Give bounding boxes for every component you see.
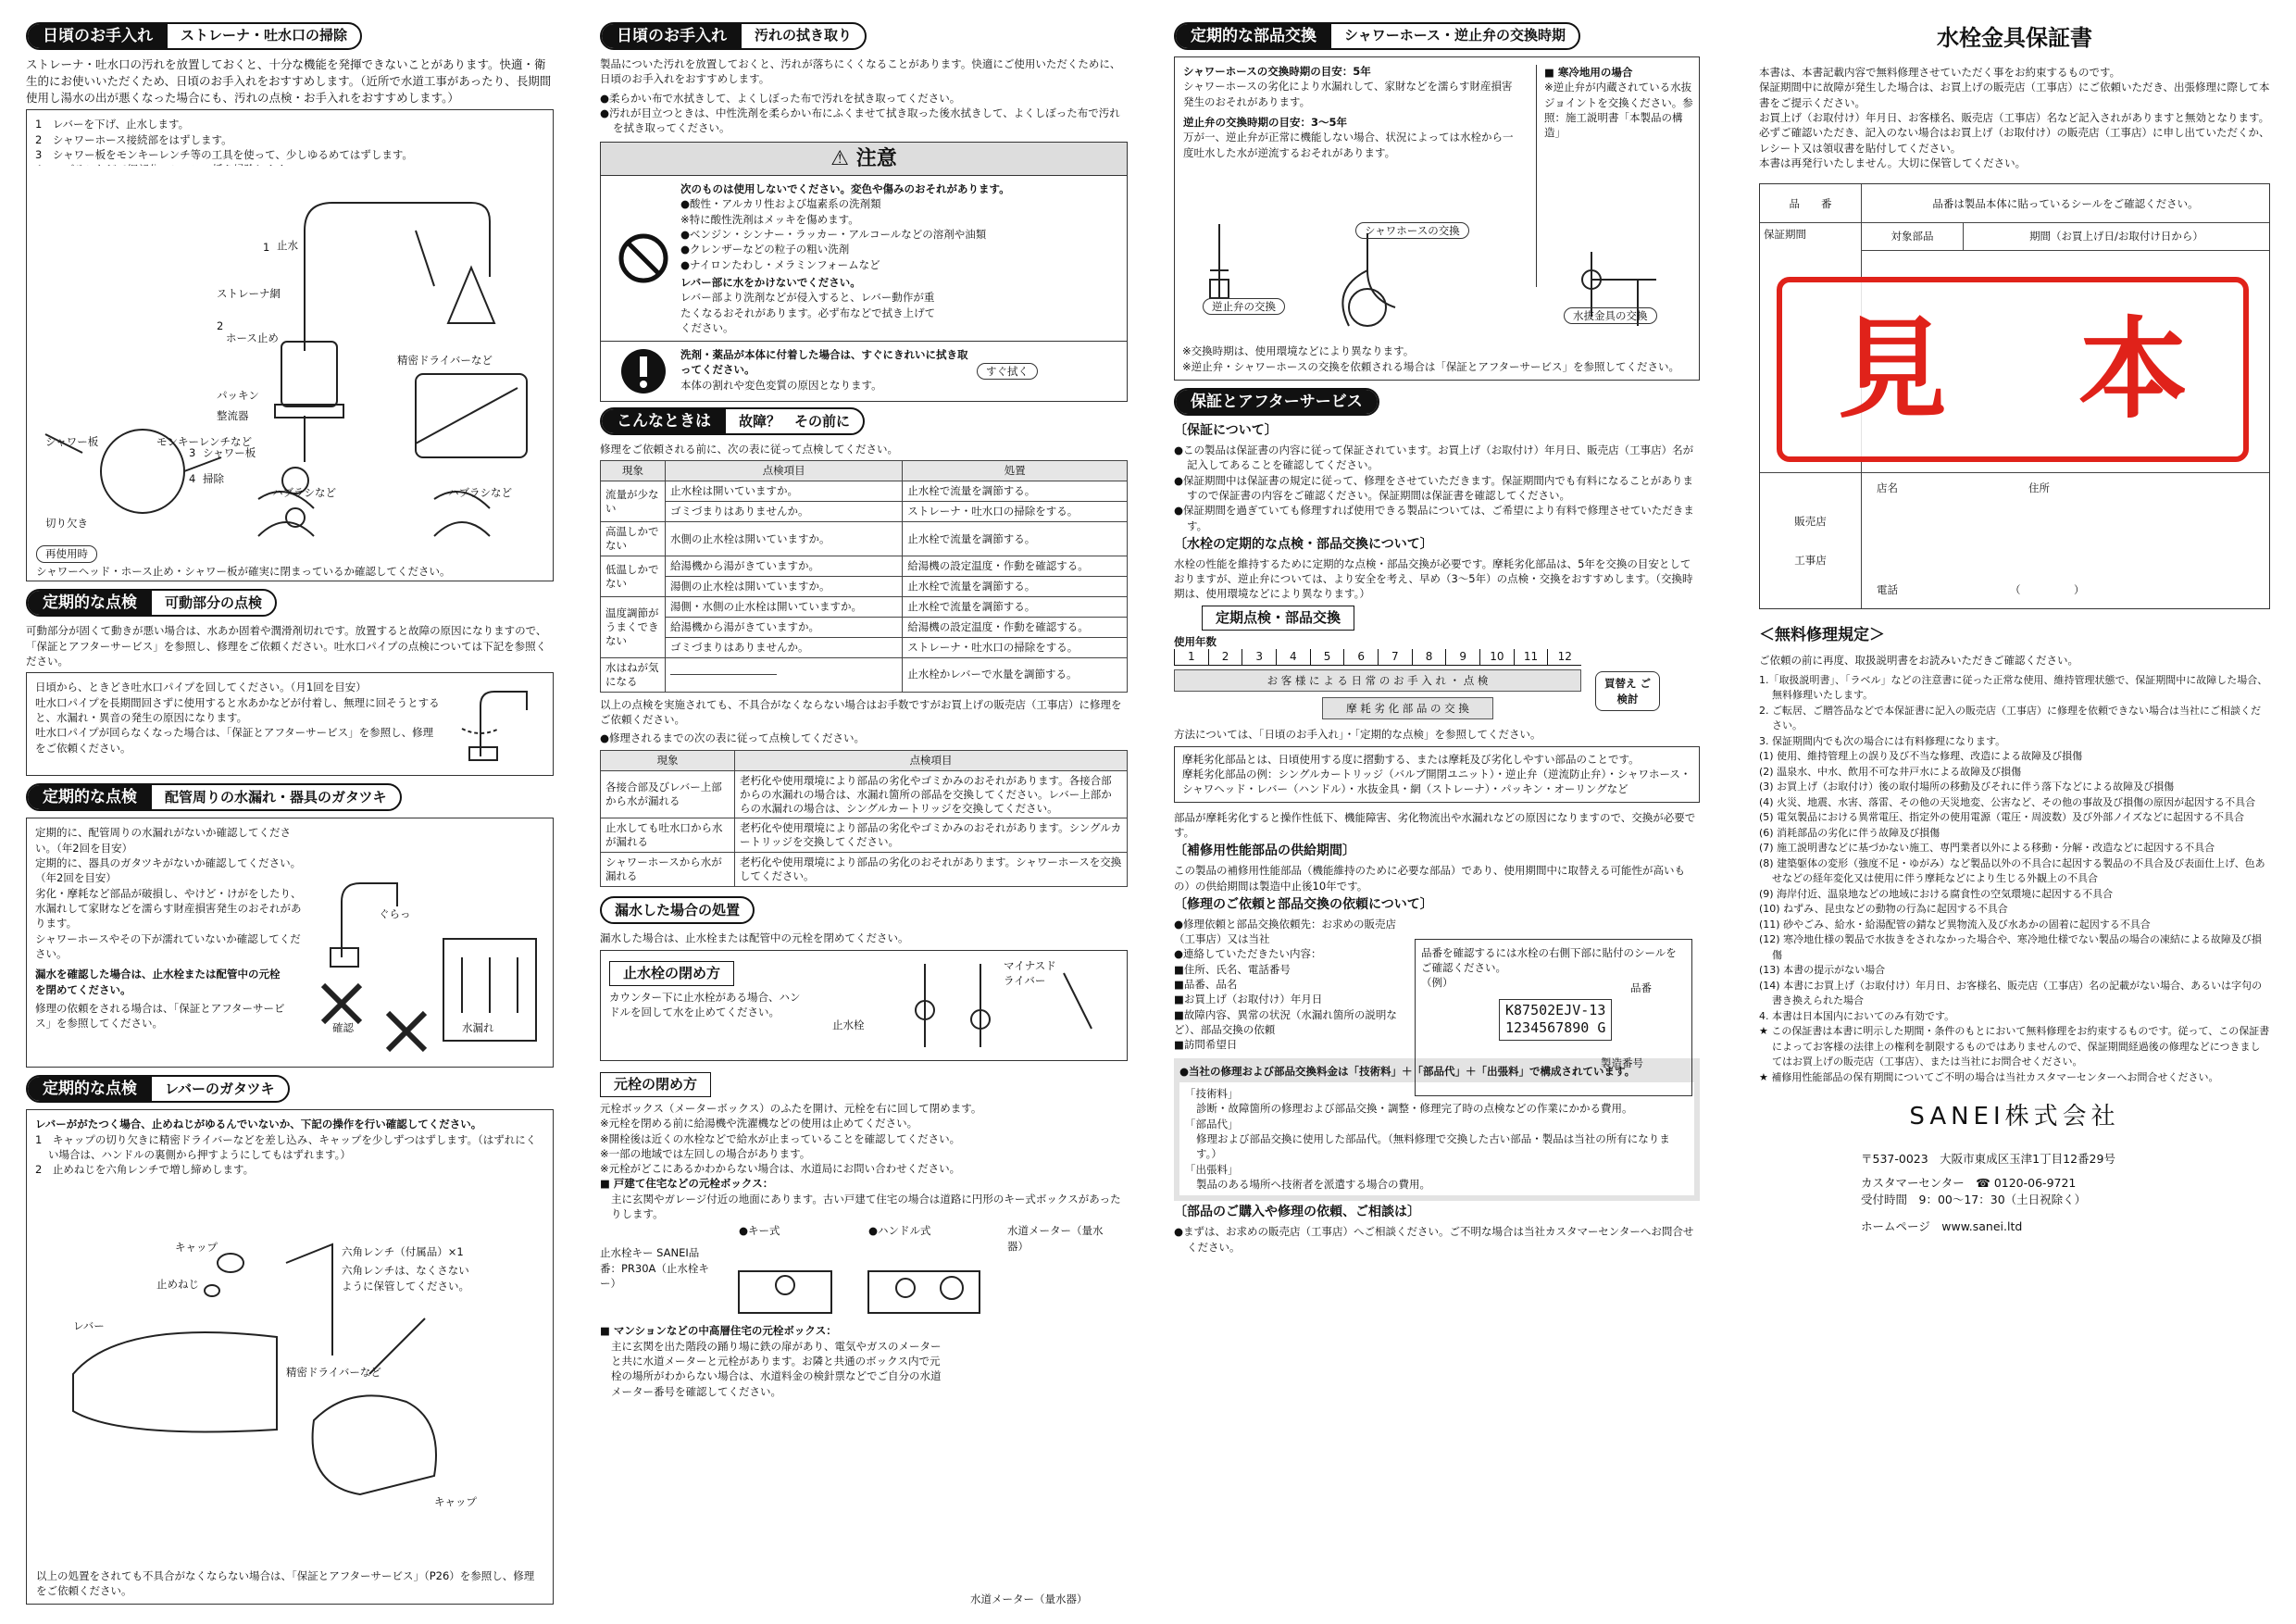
note-item: ※逆止弁・シャワーホースの交換を依頼される場合は「保証とアフターサービス」を参照してください。 (1182, 359, 1680, 373)
table-cell: 湯側の止水栓は開いていますか。 (666, 577, 903, 597)
piping-line: シャワーホースやその下が濡れていないか確認してください。 (35, 931, 301, 960)
lever-illustration: キャップ 止めねじ レバー 六角レンチ（付属品）×1 六角レンチは、なくさないように保管してください。 精密ドライバーなど キャップ (36, 1226, 541, 1531)
fee-text: 修理および部品交換に使用した部品代。（無料修理で交換した古い部品・製品は当社の所有になります。） (1196, 1132, 1670, 1161)
column-2: 日頃のお手入れ 汚れの拭き取り 製品についた汚れを放置しておくと、汚れが落ちにくくなることがあります。快適にご使用いただくために、日頃のお手入れをおすすめします。 ●柔らかい布で水拭きして、よくしぼった布で汚れを拭き取ってください。 ●汚れが目立つときは、中性洗剤を柔らかい布にふくませて拭き取った後水拭きして、よくしぼった布で汚れを拭き取ってください。 ⚠ 注意 次のものは使用しないでください。変色や傷みのおそれがあります。 ●酸性・アルカリ性および塩素系の洗剤類 ※特に酸性洗剤はメッキを傷めます。 ●ベンジン・シンナー・ラッカー・アルコールなどの溶剤や油類 ●クレンザーなどの粒子の粗い洗剤 ●ナイロンたわし・メラミンフォームなど レバー部に水をかけないでください。 レバー部より洗剤などが侵入すると、レバー動作が重たくなるおそれがあります。必ず布などで拭き上げてください。 洗剤・薬品が本体に付着した場合は、すぐにきれいに拭き取ってください。 本体の割れや変色変質の原因となります。 すぐ拭く こんなときは 故障？ その前に 修理をご依頼される前に、次の表に従って点検してください。 現象 点検項目 処置 流量が少ない 止水栓は開いていますか。 止水栓で流量を調節する。 ゴミづまりはありませんか。 ストレーナ・吐水口の掃除をする。 高温しかでない 水側の止水栓は開いていますか。 止水栓で流量を調節する。 低温しかでない 給湯機から湯がきていますか。 給湯機の設定温度・作動を確認する。 湯側の止水栓は開いていますか。 止水栓で流量を調節する。 温度調節がうまくできない 湯側・水側の止水栓は開いていますか。 止水栓で流量を調節する。 給湯機から湯がきていますか。 給湯機の設定温度・作動を確認する。 ゴミづまりはありませんか。 ストレーナ・吐水口の掃除をする。 水はねが気になる ―――――――――― 止水栓かレバーで水量を調節する。 以上の点検を実施されても、不具合がなくならない場合はお手数ですがお買上げの販売店（工事店）に修理をご依頼ください。 ●修理されるまでの次の表に従って点検してください。 現象 点検項目 各接合部及びレバー上部から水が漏れる 老朽化や使用環境により部品の劣化やゴミかみのおそれがあります。各接合部からの水漏れの場合は、水漏れ箇所の部品を交換してください。レバー上部からの水漏れの場合は、シングルカートリッジを交換してください。 止水しても吐水口から水が漏れる 老朽化や使用環境により部品の劣化やゴミかみのおそれがあります。シングルカートリッジを交換してください。 シャワーホースから水が漏れる 老朽化や使用環境により部品の劣化のおそれがあります。シャワーホースを交換してください。 漏水した場合の処置 漏水した場合は、止水栓または配管中の元栓を閉めてください。 止水栓の閉め方 カウンター下に止水栓がある場合、ハンドルを回して水を止めてください。 止水栓 マイナスドライバー 元栓の閉め方 元栓ボックス（メーターボックス）のふたを開け、元栓を右に回して閉めます。 ※元栓を閉める前に給湯機や洗濯機などの使用は止めてください。 ※開栓後は近くの水栓などで給水が止まっていることを確認してください。 ※一部の地域では左回しの場合があります。 ※元栓がどこにあるかわからない場合は、水道局にお問い合わせください。 ■ 戸建て住宅などの元栓ボックス： 主に玄関やガレージ付近の地面にあります。古い戸建て住宅の場合は道路に円形のキー式ボックスがあったりします。 止水栓キー SANEI品番：PR30A（止水栓キー） ●キー式 ●ハンドル式 水道メーター（量水器） ■ マンションなどの中高層住宅の元栓ボックス： 主に玄関を出た階段の踊り場に鉄の扉があり、電気やガスのメーターと共に水道メーターと元栓があります。お隣と共通のボックス内で元栓の場所がわからない場合は、水道料金の検針票などでご自分の水道メーター番号を確認してください。 水道メーター（量水器） (600, 22, 1128, 1615)
table-row (601, 853, 1128, 887)
company-contact: 〒537-0023 大阪市東成区玉津1丁目12番29号 カスタマーセンター ☎ 0120-06-9721 受付時間 9：00～17：30（土日祝除く） ホームページ www.sanei.ltd (1759, 1151, 2270, 1235)
contact-item: ●まずは、お求めの販売店（工事店）へご相談ください。ご不明な場合は当社カスタマーセンターへお問合せください。 (1174, 1225, 1694, 1254)
table-cell: 水側の止水栓は開いていますか。 (666, 522, 903, 556)
table-cell: ストレーナ・吐水口の掃除をする。 (903, 637, 1128, 657)
reuse-note: 再使用時 シャワーヘッド・ホース止め・シャワー板が確実に閉まっているか確認してください。 (36, 547, 451, 578)
rule-item: (4) 火災、地震、水害、落雷、その他の天災地変、公害など、その他の事故及び損傷の原因が起因する不具合 (1759, 795, 2256, 808)
rule-item: (3) お買上げ（お取付け）後の取付場所の移動及びそれに伴う落下などによる故障及び損傷 (1759, 781, 2175, 793)
table-header: 処置 (903, 461, 1128, 481)
request-item: ■品番、品名 (1174, 978, 1238, 992)
table-row (601, 502, 1128, 522)
table-row (601, 818, 1128, 853)
piping-box: 定期的に、配管周りの水漏れがないか確認してください。（年2回を目安） 定期的に、器具のガタツキがないか確認してください。（年2回を目安） 劣化・摩耗など部品が破損し、やけど・けがをしたり、水漏れして家財などを濡らす財産損害発生のおそれがあります。 シャワーホースやその下が濡れていないか確認してください。 漏水を確認した場合は、止水栓または配管中の元栓を閉めてください。 修理の依頼をされる場合は、「保証とアフターサービス」を参照してください。 ぐらっ 確認 水漏れ (26, 818, 554, 1068)
strainer-steps-box (26, 109, 554, 581)
lever-step: 1 キャップの切り欠きに精密ドライバーなどを差し込み、キャップを少しずつはずします。（はずれにくい場合は、ハンドルの裏側から押すようにしてもはずれます。） (35, 1132, 537, 1161)
caution-item: ●酸性・アルカリ性および塩素系の洗剤類 (680, 197, 881, 211)
year-tick: 1 (1174, 649, 1208, 665)
table-row (601, 770, 1128, 818)
fee-text: 診断・故障箇所の修理および部品交換・調整・修理完了時の点検などの作業にかかる費用。 (1196, 1102, 1633, 1116)
year-tick: 5 (1310, 649, 1344, 665)
table-row (601, 481, 1128, 502)
step-item: 3 シャワー板をモンキーレンチ等の工具を使って、少しゆるめてはずします。 (35, 147, 413, 161)
year-tick: 12 (1547, 649, 1581, 665)
piping-line: 定期的に、配管周りの水漏れがないか確認してください。（年2回を目安） (35, 826, 291, 855)
section-header-moving-parts: 定期的な点検 可動部分の点検 (26, 589, 277, 617)
rule-item: (10) ねずみ、昆虫などの動物の行為に起因する不具合 (1759, 903, 2008, 916)
table-row (601, 657, 1128, 692)
request-item: ■訪問希望日 (1174, 1038, 1238, 1052)
repair-table (600, 750, 1128, 888)
warranty-item: ●この製品は保証書の内容に従って保証されています。お買上げ（お取付け）年月日、販売店（工事店）名が記入してあることを確認してください。 (1174, 443, 1694, 472)
table-header: 点検項目 (735, 750, 1128, 770)
table-row (601, 637, 1128, 657)
table-row (601, 577, 1128, 597)
table-cell: ゴミづまりはありませんか。 (666, 502, 903, 522)
year-tick: 10 (1479, 649, 1514, 665)
table-cell: 老朽化や使用環境により部品の劣化やゴミかみのおそれがあります。各接合部からの水漏れの場合は、水漏れ箇所の部品を交換してください。レバー上部からの水漏れの場合は、シングルカートリッジを交換してください。 (735, 770, 1128, 818)
note-item: ※元栓がどこにあるかわからない場合は、水道局にお問い合わせください。 (600, 1162, 961, 1176)
table-cell: 高温しかでない (601, 522, 666, 556)
request-item: ■故障内容、異常の状況（水漏れ箇所の説明など）、部品交換の依頼 (1174, 1007, 1397, 1037)
rule-item: (5) 電気製品における異常電圧、指定外の使用電源（電圧・周波数）及び外部ノイズなどに起因する不具合 (1759, 811, 2244, 824)
wipe-bullet: ●汚れが目立つときは、中性洗剤を柔らかい布にふくませて拭き取った後水拭きして、よくしぼった布で汚れを拭き取ってください。 (600, 106, 1120, 135)
fee-heading: 「部品代」 (1185, 1117, 1239, 1131)
fee-heading: 「出張料」 (1185, 1162, 1239, 1176)
valve-box: 止水栓の閉め方 カウンター下に止水栓がある場合、ハンドルを回して水を止めてください。 止水栓 マイナスドライバー (600, 950, 1128, 1061)
caution-item: ●ベンジン・シンナー・ラッカー・アルコールなどの溶剤や油類 (680, 227, 987, 241)
table-cell: 止水栓で流量を調節する。 (903, 597, 1128, 618)
section-header-strainer: 日頃のお手入れ ストレーナ・吐水口の掃除 (26, 22, 362, 50)
section-header-warranty: 保証とアフターサービス (1174, 388, 1379, 416)
column-4-warranty-card: 水栓金具保証書 本書は、本書記載内容で無料修理させていただく事をお約束するものです。 保証期間中に故障が発生した場合は、お買上げの販売店（工事店）にご依頼いただき、出張修理に際して本書をご提示ください。 お買上げ（お取付け）年月日、お客様名、販売店（工事店）名など記入されがありますと無効となります。必ずご確認いただき、記入のない場合はお買上げ（お取付け）の販売店（工事店）に申し出ていただくか、レシート又は領収書を貼付してください。 本書は再発行いたしません。大切に保管してください。 品 番 品番は製品本体に貼っているシールをご確認ください。 保証期間 対象部品 期間（お買上げ日/お取付け日から） 販売店 工事店 店名 住所 電話 （ ） 見 本 ＜無料修理規定＞ ご依頼の前に再度、取扱説明書をお読みいただきご確認ください。 1.「取扱説明書」、「ラベル」などの注意書に従った正常な使用、維持管理状態で、保証期間中に故障した場合、無料修理いたします。 2. ご転居、ご贈答品などで本保証書に記入の販売店（工事店）に修理を依頼できない場合は当社にご相談ください。 3. 保証期間内でも次の場合には有料修理になります。 (1) 使用、維持管理上の誤り及び不当な修理、改造による故障及び損傷 (2) 温泉水、中水、飲用不可な井戸水による故障及び損傷 (3) お買上げ（お取付け）後の取付場所の移動及びそれに伴う落下などによる故障及び損傷 (4) 火災、地震、水害、落雷、その他の天災地変、公害など、その他の事故及び損傷の原因が起因する不具合 (5) 電気製品における異常電圧、指定外の使用電源（電圧・周波数）及び外部ノイズなどに起因する不具合 (6) 消耗部品の劣化に伴う故障及び損傷 (7) 施工説明書などに基づかない施工、専門業者以外による移動・分解・改造などに起因する不具合 (8) 建築躯体の変形（強度不足・ゆがみ）など製品以外の不具合に起因する製品の不具合及び表面仕上げ、色あせなどの経年変化又は使用に伴う摩耗などにより生じる外観上の不具合 (9) 海岸付近、温泉地などの地域における腐食性の空気環境に起因する不具合 (10) ねずみ、昆虫などの動物の行為に起因する不具合 (11) 砂やごみ、給水・給湯配管の錆など異物流入及び水あかの固着に起因する不具合 (12) 寒冷地仕様の製品で水抜きをされなかった場合や、寒冷地仕様でない製品の場合の凍結による故障及び損傷 (13) 本書の提示がない場合 (14) 本書にお買上げ（お取付け）年月日、お客様名、販売店（工事店）名の記載がない場合、あるいは字句の書き換えられた場合 4. 本書は日本国内においてのみ有効です。 ★ この保証書は本書に明示した期間・条件のもとにおいて無料修理をお約束するものです。従って、この保証書によってお客様の法律上の権利を制限するものではありませんので、保証期間経過後の修理などにつきましてはお買上げの販売店（工事店）、または当社にお問合せください。 ★ 補修用性能部品の保有期間についてご不明の場合は当社カスタマーセンターへお問合せください。 SANEI株式会社 〒537-0023 大阪市東成区玉津1丁目12番29号 カスタマーセンター ☎ 0120-06-9721 受付時間 9：00～17：30（土日祝除く） ホームページ www.sanei.ltd (1759, 22, 2270, 1615)
rule-item: ★ 補修用性能部品の保有期間についてご不明の場合は当社カスタマーセンターへお問合せください。 (1759, 1070, 2219, 1083)
table-row (601, 556, 1128, 577)
spout-rotate-illustration (453, 682, 545, 766)
moving-note: 日頃から、ときどき吐水口パイプを回してください。（月1回を目安） (35, 681, 367, 694)
company-name: SANEI株式会社 (1909, 1103, 2120, 1131)
fee-heading: 「技術料」 (1185, 1087, 1239, 1101)
note-item: ※一部の地域では左回しの場合があります。 (600, 1146, 811, 1160)
moving-parts-box (26, 672, 554, 776)
free-repair-rules (1759, 673, 2270, 1086)
troubleshoot-table (600, 460, 1128, 692)
rule-item: (11) 砂やごみ、給水・給湯配管の錆など異物流入及び水あかの固着に起因する不具合 (1759, 918, 2151, 931)
column-3: 定期的な部品交換 シャワーホース・逆止弁の交換時期 シャワーホースの交換時期の目安：5年 シャワーホースの劣化により水漏れして、家財などを濡らす財産損害発生のおそれがあります。 逆止弁の交換時期の目安：3～5年 万が一、逆止弁が正常に機能しない場合、状況によっては水栓から一度吐水した水が逆流するおそれがあります。 ■ 寒冷地用の場合 ※逆止弁が内蔵されている水抜ジョイントを交換ください。参照：施工説明書「本製品の構造」 シャワホースの交換 逆止弁の交換 水抜金具の交換 ※交換時期は、使用環境などにより異なります。 ※逆止弁・シャワーホースの交換を依頼される場合は「保証とアフターサービス」を参照してください。 保証とアフターサービス 〔保証について〕 ●この製品は保証書の内容に従って保証されています。お買上げ（お取付け）年月日、販売店（工事店）名が記入してあることを確認してください。 ●保証期間中は保証書の規定に従って、修理をさせていただきます。保証期間内でも有料になることがありますので保証書の内容をご確認ください。保証期間は保証書を確認してください。 ●保証期間を過ぎていても修理すれば使用できる製品については、ご希望により有料で修理させていただきます。 〔水栓の定期的な点検・部品交換について〕 水栓の性能を維持するために定期的な点検・部品交換が必要です。摩耗劣化部品は、5年を交換の目安としておりますが、逆止弁については、より安全を考え、早め（3～5年）の点検・交換をおすすめします。（交換時期は、使用環境などにより異なります。） 定期点検・部品交換 使用年数 1 2 3 4 5 6 7 8 9 10 11 12 お 客 様 に よ る 日 常 の お 手 入 れ ・ 点 検 摩 耗 劣 化 部 品 の 交 換 買替え ご検討 方法については、「日頃のお手入れ」・「定期的な点検」を参照してください。 摩耗劣化部品とは、日頃使用する度に摺動する、または摩耗及び劣化しやすい部品のことです。 摩耗劣化部品の例：シングルカートリッジ（バルブ開閉ユニット）・逆止弁（逆流防止弁）・シャワホース・シャワヘッド・レバー（ハンドル）・水抜金具・網（ストレーナ）・パッキン・オーリングなど 部品が摩耗劣化すると操作性低下、機能障害、劣化物流出や水漏れなどの原因になりますので、交換が必要です。 〔補修用性能部品の供給期間〕 この製品の補修用性能部品（機能維持のために必要な部品）であり、使用期間中に取替える可能性が高いもの）の供給期間は製造中止後10年です。 〔修理のご依頼と部品交換の依頼について〕 ●修理依頼と部品交換依頼先：お求めの販売店（工事店）又は当社 ●連絡していただきたい内容： ■住所、氏名、電話番号 ■品番、品名 ■お買上げ（お取付け）年月日 ■故障内容、異常の状況（水漏れ箇所の説明など）、部品交換の依頼 ■訪問希望日 品番を確認するには水栓の右側下部に貼付のシールをご確認ください。 （例） 品番 K87502EJV-13 1234567890 G 製造番号 ●当社の修理および部品交換料金は「技術料」＋「部品代」＋「出張料」で構成されています。 「技術料」 診断・故障箇所の修理および部品交換・調整・修理完了時の点検などの作業にかかる費用。 「部品代」 修理および部品交換に使用した部品代。（無料修理で交換した古い部品・製品は当社の所有になります。） 「出張料」 製品のある場所へ技術者を派遣する場合の費用。 〔部品のご購入や修理の依頼、ご相談は〕 ●まずは、お求めの販売店（工事店）へご相談ください。ご不明な場合は当社カスタマーセンターへお問合せください。 (1174, 22, 1700, 1615)
replacement-box: シャワーホースの交換時期の目安：5年 シャワーホースの劣化により水漏れして、家財などを濡らす財産損害発生のおそれがあります。 逆止弁の交換時期の目安：3～5年 万が一、逆止弁が正常に機能しない場合、状況によっては水栓から一度吐水した水が逆流するおそれがあります。 ■ 寒冷地用の場合 ※逆止弁が内蔵されている水抜ジョイントを交換ください。参照：施工説明書「本製品の構造」 シャワホースの交換 逆止弁の交換 水抜金具の交換 ※交換時期は、使用環境などにより異なります。 ※逆止弁・シャワーホースの交換を依頼される場合は「保証とアフターサービス」を参照してください。 (1174, 56, 1700, 381)
year-tick: 3 (1242, 649, 1276, 665)
rule-item: ★ この保証書は本書に明示した期間・条件のもとにおいて無料修理をお約束するものです。従って、この保証書によってお客様の法律上の権利を制限するものではありませんので、保証期間経過後の修理などにつきましてはお買上げの販売店（工事店）、または当社にお問合せください。 (1759, 1025, 2270, 1068)
year-tick: 9 (1445, 649, 1479, 665)
table-cell: ゴミづまりはありませんか。 (666, 637, 903, 657)
rule-item: (14) 本書にお買上げ（お取付け）年月日、お客様名、販売店（工事店）名の記載がない場合、あるいは字句の書き換えられた場合 (1759, 979, 2263, 1007)
rule-item: 1.「取扱説明書」、「ラベル」などの注意書に従った正常な使用、維持管理状態で、保証期間中に故障した場合、無料修理いたします。 (1759, 673, 2268, 702)
rule-item: (6) 消耗部品の劣化に伴う故障及び損傷 (1759, 826, 1940, 839)
section-header-piping: 定期的な点検 配管周りの水漏れ・器具のガタツキ (26, 783, 402, 811)
year-tick: 2 (1208, 649, 1242, 665)
maintenance-timeline: お 客 様 に よ る 日 常 の お 手 入 れ ・ 点 検 摩 耗 劣 化 部 品 の 交 換 買替え ご検討 (1174, 669, 1700, 727)
section-header-leak: 漏水した場合の処置 (600, 896, 755, 924)
meter-box-illustration: 止水栓キー SANEI品番：PR30A（止水栓キー） ●キー式 ●ハンドル式 水道メーター（量水器） (600, 1221, 1128, 1323)
warning-icon (606, 347, 680, 395)
table-cell: 止水栓で流量を調節する。 (903, 577, 1128, 597)
cold-region-note: ■ 寒冷地用の場合 ※逆止弁が内蔵されている水抜ジョイントを交換ください。参照：施工説明書「本製品の構造」 (1536, 65, 1693, 287)
valve-illustration (860, 955, 1119, 1056)
table-header: 現象 (601, 461, 666, 481)
sample-stamp: 見 本 (1777, 277, 2249, 462)
caution-box: ⚠ 注意 次のものは使用しないでください。変色や傷みのおそれがあります。 ●酸性・アルカリ性および塩素系の洗剤類 ※特に酸性洗剤はメッキを傷めます。 ●ベンジン・シンナー・ラッカー・アルコールなどの溶剤や油類 ●クレンザーなどの粒子の粗い洗剤 ●ナイロンたわし・メラミンフォームなど レバー部に水をかけないでください。 レバー部より洗剤などが侵入すると、レバー動作が重たくなるおそれがあります。必ず布などで拭き上げてください。 洗剤・薬品が本体に付着した場合は、すぐにきれいに拭き取ってください。 本体の割れや変色変質の原因となります。 すぐ拭く (600, 142, 1128, 403)
table-cell: 止水栓で流量を調節する。 (903, 522, 1128, 556)
wipe-bullet: ●柔らかい布で水拭きして、よくしぼった布で汚れを拭き取ってください。 (600, 91, 961, 105)
moving-note: 吐水口パイプを長期間回さずに使用すると水あかなどが付着し、無理に回そうとすると、水漏れ・異音の発生の原因になります。 (35, 695, 440, 724)
caution-item: ●ナイロンたわし・メラミンフォームなど (680, 257, 880, 271)
year-tick: 8 (1412, 649, 1446, 665)
fee-box: ●当社の修理および部品交換料金は「技術料」＋「部品代」＋「出張料」で構成されています。 「技術料」 診断・故障箇所の修理および部品交換・調整・修理完了時の点検などの作業にかかる費用。 「部品代」 修理および部品交換に使用した部品代。（無料修理で交換した古い部品・製品は当社の所有になります。） 「出張料」 製品のある場所へ技術者を派遣する場合の費用。 (1174, 1058, 1700, 1202)
caution-item: ●クレンザーなどの粒子の粗い洗剤 (680, 243, 850, 256)
table-cell: 老朽化や使用環境により部品の劣化のおそれがあります。シャワーホースを交換してください。 (735, 853, 1128, 887)
warranty-title: 水栓金具保証書 (1937, 25, 2092, 51)
section-header-troubleshoot: こんなときは 故障？ その前に (600, 407, 865, 435)
caution-item: ※特に酸性洗剤はメッキを傷めます。 (680, 212, 859, 226)
lever-step: 2 止めねじを六角レンチで増し締めします。 (35, 1163, 255, 1177)
table-cell: 止水栓で流量を調節する。 (903, 481, 1128, 502)
wear-parts-box: 摩耗劣化部品とは、日頃使用する度に摺動する、または摩耗及び劣化しやすい部品のことです。 摩耗劣化部品の例：シングルカートリッジ（バルブ開閉ユニット）・逆止弁（逆流防止弁）・シャワホース・シャワヘッド・レバー（ハンドル）・水抜金具・網（ストレーナ）・パッキン・オーリングなど (1174, 746, 1700, 803)
rule-item: (2) 温泉水、中水、飲用不可な井戸水による故障及び損傷 (1759, 765, 2022, 778)
rule-item: (9) 海岸付近、温泉地などの地域における腐食性の空気環境に起因する不具合 (1759, 887, 2114, 900)
rule-item: (1) 使用、維持管理上の誤り及び不当な修理、改造による故障及び損傷 (1759, 750, 2083, 763)
years-ruler (1174, 649, 1581, 666)
part-number-sticker: 品番を確認するには水栓の右側下部に貼付のシールをご確認ください。 （例） 品番 K87502EJV-13 1234567890 G 製造番号 (1415, 939, 1692, 1096)
phone-icon: ☎ 0120-06-9721 (1976, 1175, 2077, 1190)
table-cell: シャワーホースから水が漏れる (601, 853, 735, 887)
table-header: 現象 (601, 750, 735, 770)
table-row (601, 617, 1128, 637)
note-item: ※開栓後は近くの水栓などで給水が止まっていることを確認してください。 (600, 1131, 961, 1145)
step-item: 1 レバーを下げ、止水します。 (35, 118, 190, 131)
rule-item: (8) 建築躯体の変形（強度不足・ゆがみ）など製品以外の不具合に起因する製品の不具合及び表面仕上げ、色あせなどの経年変化又は使用に伴う摩耗などにより生じる外観上の不具合 (1759, 856, 2265, 885)
rule-item: 2. ご転居、ご贈答品などで本保証書に記入の販売店（工事店）に修理を依頼できない場合は当社にご相談ください。 (1759, 704, 2261, 732)
section-header-wipe: 日頃のお手入れ 汚れの拭き取り (600, 22, 867, 50)
intro-line: 保証期間中に故障が発生した場合は、お買上げの販売店（工事店）にご依頼いただき、出張修理に際して本書をご提示ください。 (1759, 81, 2270, 109)
table-cell: 止水栓かレバーで水量を調節する。 (903, 657, 1128, 692)
request-item: ■お買上げ（お取付け）年月日 (1174, 993, 1323, 1006)
year-tick: 7 (1378, 649, 1412, 665)
table-cell: 給湯機から湯がきていますか。 (666, 556, 903, 577)
strainer-illustration: 1 止水 ストレーナ網 2 ホース止め パッキン 整流器 3 シャワー板 精密ドライバーなど シャワー板 モンキーレンチなど 切り欠き 4 掃除 ハブラシなど ハブラシなど (27, 166, 545, 564)
piping-line: 定期的に、器具のガタツキがないか確認してください。（年2回を目安） (35, 856, 302, 885)
rule-item: 4. 本書は日本国内においてのみ有効です。 (1759, 1009, 1955, 1022)
table-cell: 止水栓は開いていますか。 (666, 481, 903, 502)
prohibited-icon (606, 181, 680, 335)
intro-line: 本書は再発行いたしません。大切に保管してください。 (1759, 156, 2027, 170)
request-item: ■住所、氏名、電話番号 (1174, 962, 1291, 976)
table-cell: 給湯機の設定温度・作動を確認する。 (903, 617, 1128, 637)
table-cell: 水はねが気になる (601, 657, 666, 692)
section-header-replacement: 定期的な部品交換 シャワーホース・逆止弁の交換時期 (1174, 22, 1580, 50)
year-tick: 11 (1514, 649, 1548, 665)
table-cell: 給湯機から湯がきていますか。 (666, 617, 903, 637)
piping-illustration: ぐらっ 確認 水漏れ (305, 856, 545, 1059)
table-row (601, 522, 1128, 556)
rule-item: 3. 保証期間内でも次の場合には有料修理になります。 (1759, 734, 2006, 747)
homepage-link[interactable]: ホームページ www.sanei.ltd (1861, 1219, 2023, 1234)
table-cell: 老朽化や使用環境により部品の劣化やゴミかみのおそれがあります。シングルカートリッジを交換してください。 (735, 818, 1128, 853)
warranty-item: ●保証期間を過ぎていても修理すれば使用できる製品については、ご希望により有料で修理させていただきます。 (1174, 504, 1694, 532)
table-row (601, 597, 1128, 618)
moving-parts-intro: 可動部分が固くて動きが悪い場合は、水あか固着や潤滑剤切れです。放置すると故障の原因になりますので、「保証とアフターサービス」を参照し、修理をご依頼ください。吐水口パイプの点検については下記を参照ください。 (26, 624, 547, 668)
year-tick: 6 (1343, 649, 1378, 665)
intro-line: お買上げ（お取付け）年月日、お客様名、販売店（工事店）名など記入されがありますと無効となります。必ずご確認いただき、記入のない場合はお買上げ（お取付け）の販売店（工事店）に申し出ていただくか、レシート又は領収書を貼付してください。 (1759, 111, 2270, 155)
year-tick: 4 (1276, 649, 1310, 665)
moving-note: 吐水口パイプが回らなくなった場合は、「保証とアフターサービス」を参照し、修理をご依頼ください。 (35, 726, 434, 755)
fee-text: 製品のある場所へ技術者を派遣する場合の費用。 (1196, 1177, 1430, 1191)
warranty-form: 品 番 品番は製品本体に貼っているシールをご確認ください。 保証期間 対象部品 期間（お買上げ日/お取付け日から） 販売店 工事店 店名 住所 電話 （ ） 見 本 (1759, 183, 2270, 609)
note-item: ※交換時期は、使用環境などにより異なります。 (1182, 344, 1415, 358)
request-item: ●修理依頼と部品交換依頼先：お求めの販売店（工事店）又は当社 (1174, 917, 1397, 946)
rule-item: (13) 本書の提示がない場合 (1759, 964, 1886, 977)
table-cell: 温度調節がうまくできない (601, 597, 666, 658)
table-cell: 流量が少ない (601, 481, 666, 522)
table-cell: 湯側・水側の止水栓は開いていますか。 (666, 597, 903, 618)
table-cell: 止水しても吐水口から水が漏れる (601, 818, 735, 853)
note-item: ※元栓を閉める前に給湯機や洗濯機などの使用は止めてください。 (600, 1117, 918, 1131)
table-cell: ―――――――――― (666, 657, 903, 692)
section-header-lever: 定期的な点検 レバーのガタツキ (26, 1075, 290, 1103)
request-item: ●連絡していただきたい内容： (1174, 947, 1322, 961)
column-1 (26, 22, 554, 1615)
table-cell: 各接合部及びレバー上部から水が漏れる (601, 770, 735, 818)
strainer-intro: ストレーナ・吐水口の汚れを放置しておくと、十分な機能を発揮できないことがあります。快適・衛生的にお使いいただくため、日頃のお手入れをおすすめします。（近所で水道工事があったり、長期間使用し湯水の出が悪くなった場合にも、汚れの点検・お手入れをおすすめします。） (26, 57, 552, 105)
table-cell: ストレーナ・吐水口の掃除をする。 (903, 502, 1128, 522)
intro-line: 本書は、本書記載内容で無料修理させていただく事をお約束するものです。 (1759, 66, 2121, 80)
piping-line: 劣化・摩耗など部品が破損し、やけど・けがをしたり、水漏れして家財などを濡らす財産損害発生のおそれがあります。 (35, 886, 302, 931)
table-header: 点検項目 (666, 461, 903, 481)
rule-item: (12) 寒冷地仕様の製品で水抜きをされなかった場合や、寒冷地仕様でない製品の場合の凍結による故障及び損傷 (1759, 933, 2262, 961)
table-cell: 給湯機の設定温度・作動を確認する。 (903, 556, 1128, 577)
lever-box: レバーががたつく場合、止めねじがゆるんでいないか、下記の操作を行い確認してください。 1 キャップの切り欠きに精密ドライバーなどを差し込み、キャップを少しずつはずします。（はずれにくい場合は、ハンドルの裏側から押すようにしてもはずれます。） 2 止めねじを六角レンチで増し締めします。 キャップ 止めねじ レバー 六角レンチ（付属品）×1 六角レンチは、なくさないように保管してください。 精密ドライバーなど キャップ 以上の処置をされても不具合がなくならない場合は、「保証とアフターサービス」（P26）を参照し、修理をご依頼ください。 (26, 1109, 554, 1605)
warranty-item: ●保証期間中は保証書の規定に従って、修理をさせていただきます。保証期間内でも有料になることがありますので保証書の内容をご確認ください。保証期間は保証書を確認してください。 (1174, 473, 1693, 502)
step-item: 2 シャワーホース接続部をはずします。 (35, 132, 232, 146)
table-cell: 低温しかでない (601, 556, 666, 597)
rule-item: (7) 施工説明書などに基づかない施工、専門業者以外による移動・分解・改造などに起因する不具合 (1759, 842, 2215, 855)
